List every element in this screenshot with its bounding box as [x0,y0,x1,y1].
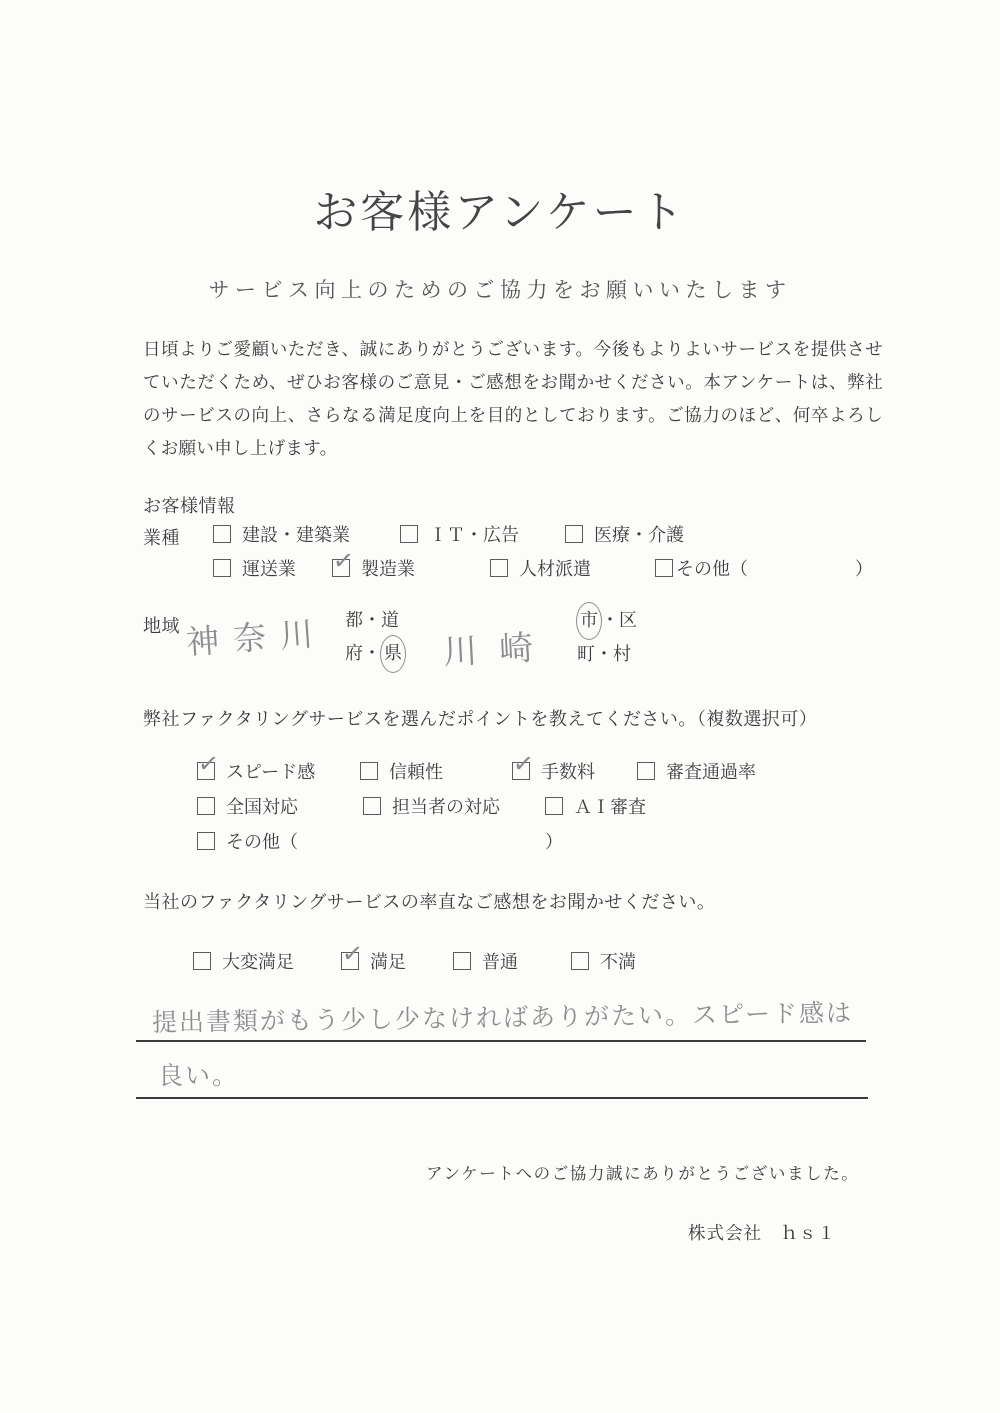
q1-option-approval-rate [637,758,756,784]
q2-option-normal [453,948,518,974]
q2-option-very-satisfied [193,948,294,974]
city-unit-selector [577,604,637,671]
region-label: 地域 [143,616,180,636]
intro-paragraph: 日頃よりご愛顧いただき、誠にありがとうございます。今後もよりよいサービスを提供させていただくため、ぜひお客様のご意見・ご感想をお聞かせください。本アンケートは、弊社のサービスの向上、さらなる満足度向上を目的としております。ご協力のほど、何卒よろしくお願い申し上げます。 [143,339,883,458]
option-label: 大変満足 [222,952,294,972]
page-title: お客様アンケート [313,188,687,237]
option-label: 担当者の対応 [392,797,500,817]
prefecture-units-line1: 都・道 [345,610,399,630]
industry-option-transport [213,555,296,581]
check-mark-icon: ✓ [511,747,536,780]
q1-option-fee [511,747,595,784]
q1-option-other [197,828,298,854]
checkbox-staff-response[interactable] [363,797,381,815]
industry-option-medical [565,521,684,547]
option-label: その他（ [226,832,298,852]
checkbox-speed[interactable] [196,747,221,780]
checkbox-staffing[interactable] [490,559,508,577]
company-name: 株式会社 ｈｓ１ [688,1223,836,1243]
option-label: 手数料 [541,762,595,782]
industry-option-it-ad [400,521,519,547]
option-label: 普通 [482,952,518,972]
option-label: 運送業 [242,559,296,579]
checkbox-it-ad[interactable] [400,525,418,543]
checkbox-q1-other[interactable] [197,832,215,850]
comment-line1-rule [136,1040,866,1042]
q1-option-speed [196,747,316,784]
option-label: 製造業 [361,559,415,579]
closing-message: アンケートへのご協力誠にありがとうございました。 [426,1164,860,1183]
prefecture-unit-circled-ken[interactable]: 県 [380,635,406,673]
prefecture-unit-selector [345,604,405,671]
question2-text: 当社のファクタリングサービスの率直なご感想をお聞かせください。 [143,892,716,912]
option-label: 人材派遣 [519,559,591,579]
check-mark-icon: ✓ [340,937,365,970]
q1-option-trust [360,758,443,784]
option-label: スピード感 [226,762,316,782]
option-label: 信頼性 [389,762,443,782]
option-label: その他（ [676,559,748,579]
subtitle: サービス向上のためのご協力をお願いいたします [208,278,792,302]
q1-option-staff-response [363,793,500,819]
comment-line2-handwritten[interactable]: 良い。 [158,1061,240,1090]
city-units-line2: 町・村 [577,644,631,664]
checkbox-industry-other[interactable] [655,559,673,577]
q1-option-nationwide [197,793,298,819]
option-label: ＡＩ審査 [574,797,646,817]
prefecture-units-line2-prefix: 府・ [345,643,381,663]
q1-other-close-paren: ） [545,832,563,852]
comment-line1-handwritten[interactable]: 提出書類がもう少し少なければありがたい。スピード感は [151,998,854,1038]
checkbox-satisfied[interactable] [340,937,365,970]
q2-option-satisfied [340,937,406,974]
checkbox-very-satisfied[interactable] [193,952,211,970]
option-label: ＩＴ・広告 [429,525,519,545]
industry-option-manufacturing [331,544,415,581]
option-label: 審査通過率 [666,762,756,782]
option-label: 不満 [600,952,636,972]
checkbox-ai-review[interactable] [545,797,563,815]
q2-option-dissatisfied [571,948,636,974]
industry-option-staffing [490,555,591,581]
industry-option-construction [213,521,350,547]
checkbox-normal[interactable] [453,952,471,970]
checkbox-dissatisfied[interactable] [571,952,589,970]
option-label: 全国対応 [226,797,298,817]
option-label: 医療・介護 [594,525,684,545]
industry-option-other [655,555,748,581]
city-units-line1-rest: ・区 [601,610,637,630]
checkbox-fee[interactable] [511,747,536,780]
checkbox-nationwide[interactable] [197,797,215,815]
checkbox-medical[interactable] [565,525,583,543]
checkbox-trust[interactable] [360,762,378,780]
city-units-line1 [577,604,637,638]
prefecture-units-line2 [345,637,405,671]
checkbox-transport[interactable] [213,559,231,577]
comment-line2-rule [136,1097,868,1099]
checkbox-construction[interactable] [213,525,231,543]
customer-info-heading: お客様情報 [143,496,236,516]
check-mark-icon: ✓ [196,747,221,780]
checkbox-manufacturing[interactable] [331,544,356,577]
option-label: 建設・建築業 [242,525,350,545]
q1-option-ai-review [545,793,646,819]
check-mark-icon: ✓ [331,544,356,577]
industry-label: 業種 [143,528,180,548]
region-city-handwritten[interactable]: 川崎 [442,627,557,673]
option-label: 満足 [370,952,406,972]
city-unit-circled-shi[interactable]: 市 [576,602,602,640]
region-prefecture-handwritten[interactable]: 神奈川 [184,613,329,662]
industry-other-close-paren: ） [855,559,873,579]
checkbox-approval-rate[interactable] [637,762,655,780]
question1-text: 弊社ファクタリングサービスを選んだポイントを教えてください。（複数選択可） [143,709,818,729]
